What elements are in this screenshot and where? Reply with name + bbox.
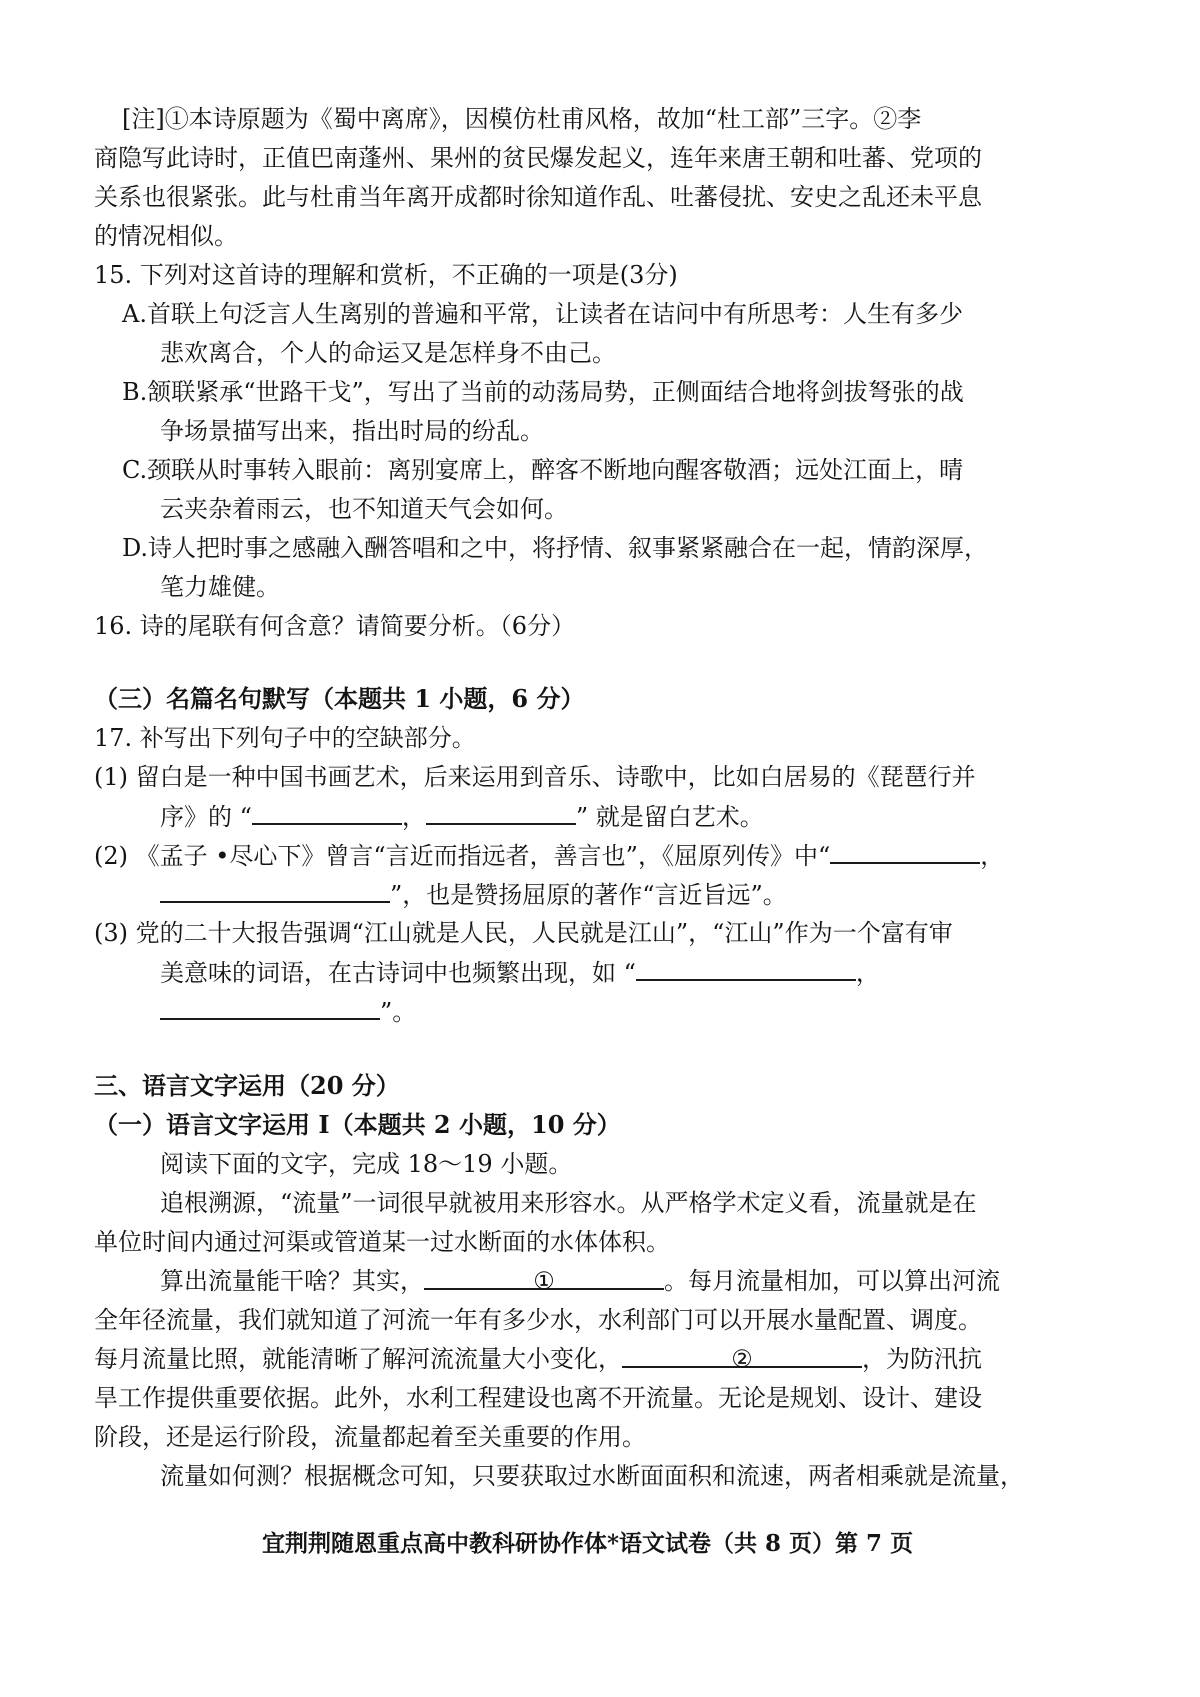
passage-p2-line-5: 阶段，还是运行阶段，流量都起着至关重要的作用。 <box>94 1423 646 1451</box>
q17-part1-text-b: ， <box>401 803 426 831</box>
question-17-stem: 17. 补写出下列句子中的空缺部分。 <box>94 724 476 752</box>
page-footer: 宜荆荆随恩重点高中教科研协作体*语文试卷（共 8 页）第 7 页 <box>262 1530 914 1557</box>
answer-blank[interactable] <box>830 836 980 864</box>
section-3-heading: （三）名篇名句默写（本题共 1 小题，6 分） <box>94 684 585 713</box>
passage-p2-line-1 <box>160 1262 1000 1300</box>
option-c-line-1: C.颈联从时事转入眼前：离别宴席上，醉客不断地向醒客敬酒；远处江面上，晴 <box>122 456 964 484</box>
q17-part2-text-a: (2) 《孟子 •尽心下》曾言“言近而指远者，善言也”，《屈原列传》中“ <box>94 842 831 870</box>
option-a-line-2: 悲欢离合，个人的命运又是怎样身不由己。 <box>160 339 616 367</box>
answer-blank-2[interactable] <box>622 1340 862 1373</box>
note-line-1: [注]①本诗原题为《蜀中离席》，因模仿杜甫风格，故加“杜工部”三字。②李 <box>122 105 922 133</box>
option-d-line-2: 笔力雄健。 <box>160 573 280 601</box>
blank-marker-2: ② <box>731 1345 753 1373</box>
q17-part2-line-2 <box>160 875 787 914</box>
passage-p2-line-4: 旱工作提供重要依据。此外，水利工程建设也离不开流量。无论是规划、设计、建设 <box>94 1384 982 1412</box>
answer-blank[interactable] <box>160 875 390 903</box>
passage-p2-text-a: 算出流量能干啥？其实， <box>160 1267 424 1295</box>
note-line-3: 关系也很紧张。此与杜甫当年离开成都时徐知道作乱、吐蕃侵扰、安史之乱还未平息 <box>94 183 982 211</box>
q17-part2-text-b: ， <box>980 842 1005 870</box>
passage-p2-text-c: 每月流量比照，就能清晰了解河流流量大小变化， <box>94 1345 622 1373</box>
passage-p1-line-2: 单位时间内通过河渠或管道某一过水断面的水体体积。 <box>94 1228 670 1256</box>
option-a-line-1: A.首联上句泛言人生离别的普遍和平常，让读者在诘问中有所思考：人生有多少 <box>122 300 963 328</box>
passage-p1-line-1: 追根溯源，“流量”一词很早就被用来形容水。从严格学术定义看，流量就是在 <box>160 1189 977 1217</box>
q17-part3-text-b: ， <box>855 959 880 987</box>
answer-blank[interactable] <box>252 797 402 825</box>
part-3-heading: 三、语言文字运用（20 分） <box>94 1071 400 1100</box>
option-c-line-2: 云夹杂着雨云，也不知道天气会如何。 <box>160 495 568 523</box>
question-16: 16. 诗的尾联有何含意？请简要分析。（6分） <box>94 612 576 640</box>
q17-part2-text-c: ”，也是赞扬屈原的著作“言近旨远”。 <box>390 881 787 909</box>
option-b-line-2: 争场景描写出来，指出时局的纷乱。 <box>160 417 544 445</box>
passage-p2-line-2: 全年径流量，我们就知道了河流一年有多少水，水利部门可以开展水量配置、调度。 <box>94 1306 982 1334</box>
answer-blank-1[interactable] <box>424 1262 664 1295</box>
q17-part1-text-a: 序》的 “ <box>160 803 252 831</box>
passage-p2-text-b: 。每月流量相加，可以算出河流 <box>664 1267 1000 1295</box>
q17-part2-line-1 <box>94 836 1004 875</box>
q17-part1-text-c: ” 就是留白艺术。 <box>575 803 764 831</box>
blank-marker-1: ① <box>533 1267 555 1295</box>
answer-blank[interactable] <box>636 953 856 981</box>
answer-blank[interactable] <box>160 992 380 1020</box>
q17-part3-text-c: ”。 <box>380 998 417 1026</box>
q17-part3-line-2 <box>160 953 880 992</box>
part-3-sub-heading: （一）语言文字运用 I（本题共 2 小题，10 分） <box>94 1110 621 1139</box>
passage-p2-line-3 <box>94 1340 982 1378</box>
note-line-2: 商隐写此诗时，正值巴南蓬州、果州的贫民爆发起义，连年来唐王朝和吐蕃、党项的 <box>94 144 982 172</box>
passage-p3-line-1: 流量如何测？根据概念可知，只要获取过水断面面积和流速，两者相乘就是流量， <box>160 1462 1024 1490</box>
q17-part3-line-3 <box>160 992 416 1031</box>
passage-p2-text-d: ，为防汛抗 <box>862 1345 982 1373</box>
question-15-stem: 15. 下列对这首诗的理解和赏析，不正确的一项是(3分) <box>94 261 678 289</box>
q17-part1-line-2 <box>160 797 764 836</box>
q17-part3-line-1: (3) 党的二十大报告强调“江山就是人民，人民就是江山”，“江山”作为一个富有审 <box>94 919 953 947</box>
q17-part1-line-1: (1) 留白是一种中国书画艺术，后来运用到音乐、诗歌中，比如白居易的《琵琶行并 <box>94 763 976 791</box>
option-d-line-1: D.诗人把时事之感融入酬答唱和之中，将抒情、叙事紧紧融合在一起，情韵深厚， <box>122 534 989 562</box>
note-line-4: 的情况相似。 <box>94 222 238 250</box>
option-b-line-1: B.颔联紧承“世路干戈”，写出了当前的动荡局势，正侧面结合地将剑拔弩张的战 <box>122 378 964 406</box>
answer-blank[interactable] <box>426 797 576 825</box>
q17-part3-text-a: 美意味的词语，在古诗词中也频繁出现，如 “ <box>160 959 636 987</box>
reading-instruction: 阅读下面的文字，完成 18～19 小题。 <box>160 1150 573 1178</box>
